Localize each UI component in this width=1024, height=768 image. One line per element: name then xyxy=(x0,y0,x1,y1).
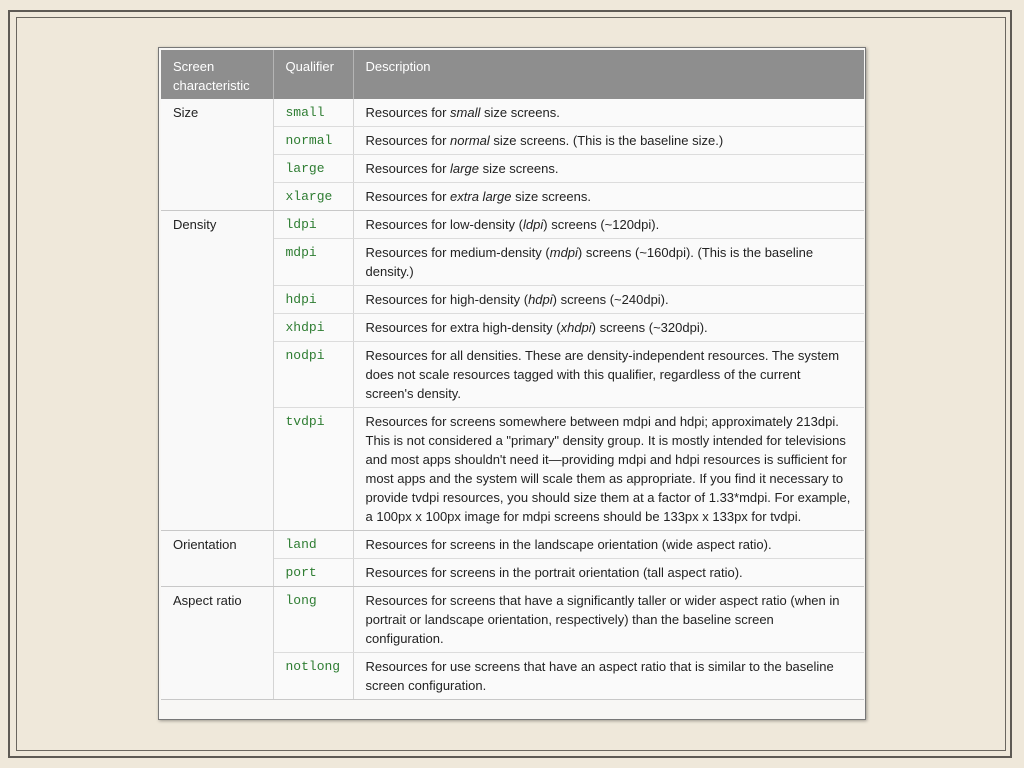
qualifier-cell: hdpi xyxy=(273,286,353,314)
description-cell: Resources for screens that have a significantly taller or wider aspect ratio (when in portrait or landscape orientation, respectively) than the baseline screen configuration. xyxy=(353,587,864,653)
description-cell: Resources for screens in the landscape orientation (wide aspect ratio). xyxy=(353,531,864,559)
description-cell: Resources for extra large size screens. xyxy=(353,183,864,211)
description-cell: Resources for high-density (hdpi) screens (~240dpi). xyxy=(353,286,864,314)
description-emphasis: ldpi xyxy=(523,217,544,232)
qualifier-cell: notlong xyxy=(273,653,353,700)
header-description: Description xyxy=(353,50,864,99)
description-cell: Resources for large size screens. xyxy=(353,155,864,183)
description-emphasis: hdpi xyxy=(528,292,553,307)
qualifier-cell: ldpi xyxy=(273,211,353,239)
table-row xyxy=(161,587,864,653)
screen-characteristic-cell: Aspect ratio xyxy=(161,587,273,700)
description-emphasis: xhdpi xyxy=(560,320,592,335)
qualifier-cell: nodpi xyxy=(273,342,353,408)
description-cell: Resources for medium-density (mdpi) screens (~160dpi). (This is the baseline density.) xyxy=(353,239,864,286)
description-cell: Resources for screens somewhere between mdpi and hdpi; approximately 213dpi. This is not considered a "primary" density group. It is mostly intended for televisions and most apps shouldn't need it—providing mdpi and hdpi resources is sufficient for most apps and the system will scale them as appropriate. If you find it necessary to provide tvdpi resources, you should size them at a factor of 1.33*mdpi. For example, a 100px x 100px image for mdpi screens should be 133px x 133px for tvdpi. xyxy=(353,408,864,531)
header-screen-characteristic: Screen characteristic xyxy=(161,50,273,99)
qualifier-cell: tvdpi xyxy=(273,408,353,531)
description-emphasis: normal xyxy=(450,133,490,148)
qualifier-cell: long xyxy=(273,587,353,653)
screen-qualifiers-table xyxy=(161,50,864,700)
description-emphasis: mdpi xyxy=(549,245,578,260)
screen-characteristic-cell: Orientation xyxy=(161,531,273,587)
qualifier-cell: land xyxy=(273,531,353,559)
description-cell: Resources for extra high-density (xhdpi) screens (~320dpi). xyxy=(353,314,864,342)
description-emphasis: extra large xyxy=(450,189,512,204)
description-cell: Resources for normal size screens. (This is the baseline size.) xyxy=(353,127,864,155)
qualifier-cell: mdpi xyxy=(273,239,353,286)
qualifier-cell: small xyxy=(273,99,353,127)
table-header-row xyxy=(161,50,864,99)
screen-characteristic-cell: Density xyxy=(161,211,273,531)
qualifier-cell: normal xyxy=(273,127,353,155)
qualifier-cell: large xyxy=(273,155,353,183)
table-row xyxy=(161,99,864,127)
table-row xyxy=(161,531,864,559)
table-row xyxy=(161,211,864,239)
description-cell: Resources for use screens that have an aspect ratio that is similar to the baseline screen configuration. xyxy=(353,653,864,700)
description-cell: Resources for screens in the portrait orientation (tall aspect ratio). xyxy=(353,559,864,587)
description-emphasis: large xyxy=(450,161,479,176)
qualifier-cell: xhdpi xyxy=(273,314,353,342)
description-emphasis: small xyxy=(450,105,481,120)
description-cell: Resources for low-density (ldpi) screens (~120dpi). xyxy=(353,211,864,239)
qualifier-cell: port xyxy=(273,559,353,587)
description-cell: Resources for all densities. These are density-independent resources. The system does not scale resources tagged with this qualifier, regardless of the current screen's density. xyxy=(353,342,864,408)
table-body xyxy=(161,99,864,700)
description-cell: Resources for small size screens. xyxy=(353,99,864,127)
header-qualifier: Qualifier xyxy=(273,50,353,99)
slide-content xyxy=(158,47,866,720)
qualifier-cell: xlarge xyxy=(273,183,353,211)
screen-characteristic-cell: Size xyxy=(161,99,273,211)
